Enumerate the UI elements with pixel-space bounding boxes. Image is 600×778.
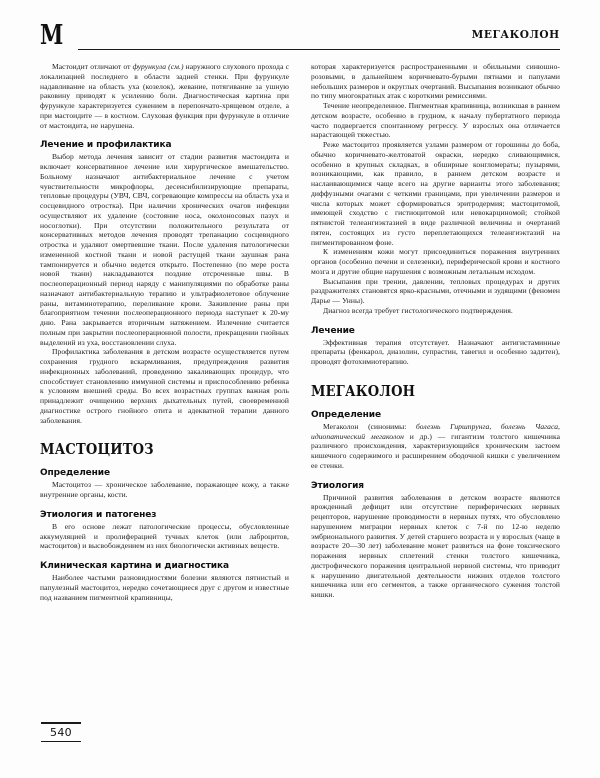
heading-etiology-pathogenesis: Этиология и патогенез xyxy=(40,509,157,520)
paragraph-text-lead: Мастоидит отличают от xyxy=(52,62,133,71)
paragraph-text-rest: и др.) — гигантизм толстого кишечника различного происхождения, характеризующийся хроническим застоем кишечного содержимого и расширением ободочной кишки с увеличением ее стенки. xyxy=(311,431,560,470)
paragraph: Реже мастоцитоз проявляется узлами размером от горошины до боба, обычно коричневато-желтоватой окраски, нередко сливающимися, особенно в крупных складках, в обширные конгломераты; пузырями, возникающими, как правило, в раннем детском возрасте и наслаивающимися чаще всего на другие варианты этого заболевания; диффузными очагами с четкими границами, при увеличении размеров и числа которых может сформироваться эритродермия; мастоцитомой, имеющей сходство с гистиоцитомой или невокарциномой; стойкой пятнистой телеангиэктазией в виде различной величины и очертаний пятен, состоящих из густо переплетающихся телеангиэктазий на пигментированном фоне. xyxy=(311,140,560,247)
paragraph: Эффективная терапия отсутствует. Назначают антигистаминные препараты (фенкарол, диазолин, супрастин, тавегил и особенно задитен), проводят фотохимиотерапию. xyxy=(311,337,560,366)
paragraph: В его основе лежат патологические процессы, обусловленные аккумуляцией и пролиферацией тучных клеток (или лаброцитов, мастоцитов) и высвобождением из них биологически активных веществ. xyxy=(40,521,289,551)
running-head: МЕГАКОЛОН xyxy=(471,27,560,41)
paragraph-continued: которая характеризуется распространенными и обильными синюшно-розовыми, в дальнейшем коричневато-бурыми пятнами и папулами небольших размеров и округлых очертаний. Высыпания возникают обычно по типу многократных атак с короткими ремиссиями. xyxy=(311,62,560,101)
folio-rule-bottom xyxy=(41,741,81,742)
paragraph: Выбор метода лечения зависит от стадии развития мастоидита и включает консервативное лечение или хирургическое вмешательство. Больному назначают антибактериальное лечение с учетом чувствительности микрофлоры, десенсибилизирующие препараты, тепловые процедуры (УВЧ, СВЧ, согревающие компрессы на область уха и сосцевидного отростка). При наличии хронических очагов инфекции осуществляют их удаление (состояние носа, околоносовых пазух и носоглотки). При отсутствии положительного результата от консервативных методов лечения проводят трепанацию сосцевидного отростка и удаляют омертвевшие ткани. После удаления патологически измененной костной ткани и новой растущей ткани заушная рана тампонируется и обычно ведется открыто. Постепенно (по мере роста новой ткани) накладываются поздние отсроченные швы. В послеоперационный период наряду с манипуляциями по обработке раны назначают антибактериальную терапию и ультрафиолетовое облучение раны, витаминотерапию, переливание крови. Заживление раны при благоприятном течении послеоперационного периода наступает к 20-му дню. Рана закрывается вторичным натяжением. Излечение считается полным при закрытии послеоперационной полости, прекращении гнойных выделений из уха, восстановлении слуха. xyxy=(40,152,289,347)
italic-synonyms: болезнь Гиршпрунга, болезнь Чагаса, идиопатический мегаколон xyxy=(311,421,560,441)
heading-etiology: Этиология xyxy=(311,480,364,491)
italic-term: фурункула (см.) xyxy=(132,62,184,71)
paragraph xyxy=(40,62,289,130)
page-folio xyxy=(41,722,81,742)
paragraph-text-rest: наружного слухового прохода с локализацией последнего в области задней стенки. При фурункуле надавливание на область уха (козелок), жевание, потягивание за ушную раковину приводят к усилению боли. Диагностическая картина при фурункуле характеризуется сужением в перепончато-хрящевом отделе, а при мастоидите — в костном. Слуховая функция при фурункуле в отличие от мастоидита, не нарушена. xyxy=(40,62,289,130)
right-column xyxy=(311,62,560,600)
paragraph: Высыпания при трении, давлении, тепловых процедурах и других раздражителях становятся ярко-красными, отечными и зудящими (феномен Дарье — Унны). xyxy=(311,276,560,305)
chapter-title-megacolon: МЕГАКОЛОН xyxy=(311,382,416,400)
paragraph: Наиболее частыми разновидностями болезни являются пятнистый и папулезный мастоцитоз, нередко сочетающиеся друг с другом и известные под названием пигментной крапивницы, xyxy=(40,573,289,602)
heading-definition: Определение xyxy=(311,409,382,420)
left-column xyxy=(40,62,289,602)
paragraph: Профилактика заболевания в детском возрасте осуществляется путем сохранения грудного вскармливания, предупреждения развития инфекционных заболеваний, проведению закаливающих процедур, что способствует становлению иммунной системы и приспособлению ребенка к условиям внешней среды. Во всех возрастных группах важная роль принадлежит очищению верхних дыхательных путей, своевременной диагностике острого гнойного отита и адекватной терапии данного заболевания. xyxy=(40,347,289,425)
heading-clinical-picture: Клиническая картина и диагностика xyxy=(40,561,229,571)
heading-treatment: Лечение xyxy=(311,325,355,336)
header-divider xyxy=(78,49,560,50)
paragraph xyxy=(311,422,560,471)
chapter-title-mastocytosis: МАСТОЦИТОЗ xyxy=(40,441,154,459)
heading-treatment-prophylaxis: Лечение и профилактика xyxy=(40,140,172,151)
paragraph: К изменениям кожи могут присоединиться поражения внутренних органов (особенно печени и селезенки), периферической крови и костного мозга и другие общие нарушения с возможным летальным исходом. xyxy=(311,247,560,276)
paragraph: Течение неопределенное. Пигментная крапивница, возникшая в раннем детском возрасте, особенно в грудном, к началу пубертатного периода часто подвергается спонтанному регрессу. У взрослых она отличается нарастающей тяжестью. xyxy=(311,101,560,140)
paragraph-text-lead: Мегаколон (синонимы: xyxy=(323,421,416,431)
page-header xyxy=(40,20,560,60)
page-number: 540 xyxy=(50,725,72,739)
paragraph: Мастоцитоз — хроническое заболевание, поражающее кожу, а также внутренние органы, кости. xyxy=(40,480,289,499)
heading-definition: Определение xyxy=(40,468,111,479)
alphabet-letter-tab: М xyxy=(40,20,63,51)
body-columns xyxy=(40,62,560,702)
header-rule-group xyxy=(78,26,560,60)
paragraph: Диагноз всегда требует гистологического подтверждения. xyxy=(323,305,513,315)
paragraph: Причиной развития заболевания в детском возрасте являются врожденный дефицит или отсутствие периферических нервных рецепторов, нарушение проводимости в нервных путях, что обусловлено нарушением миграции нервных клеток с 7-й по 12-ю неделю эмбрионального развития. У детей старшего возраста и у взрослых (чаще в возрасте 20—30 лет) заболевание может развиться на фоне токсического поражения нервных сплетений стенки толстого кишечника, дистрофического поражения центральной нервной системы, что приводит к нарушению двигательной деятельности нижних отделов толстого кишечника или его сегментов, а также органического сужения толстой кишки. xyxy=(311,492,560,599)
